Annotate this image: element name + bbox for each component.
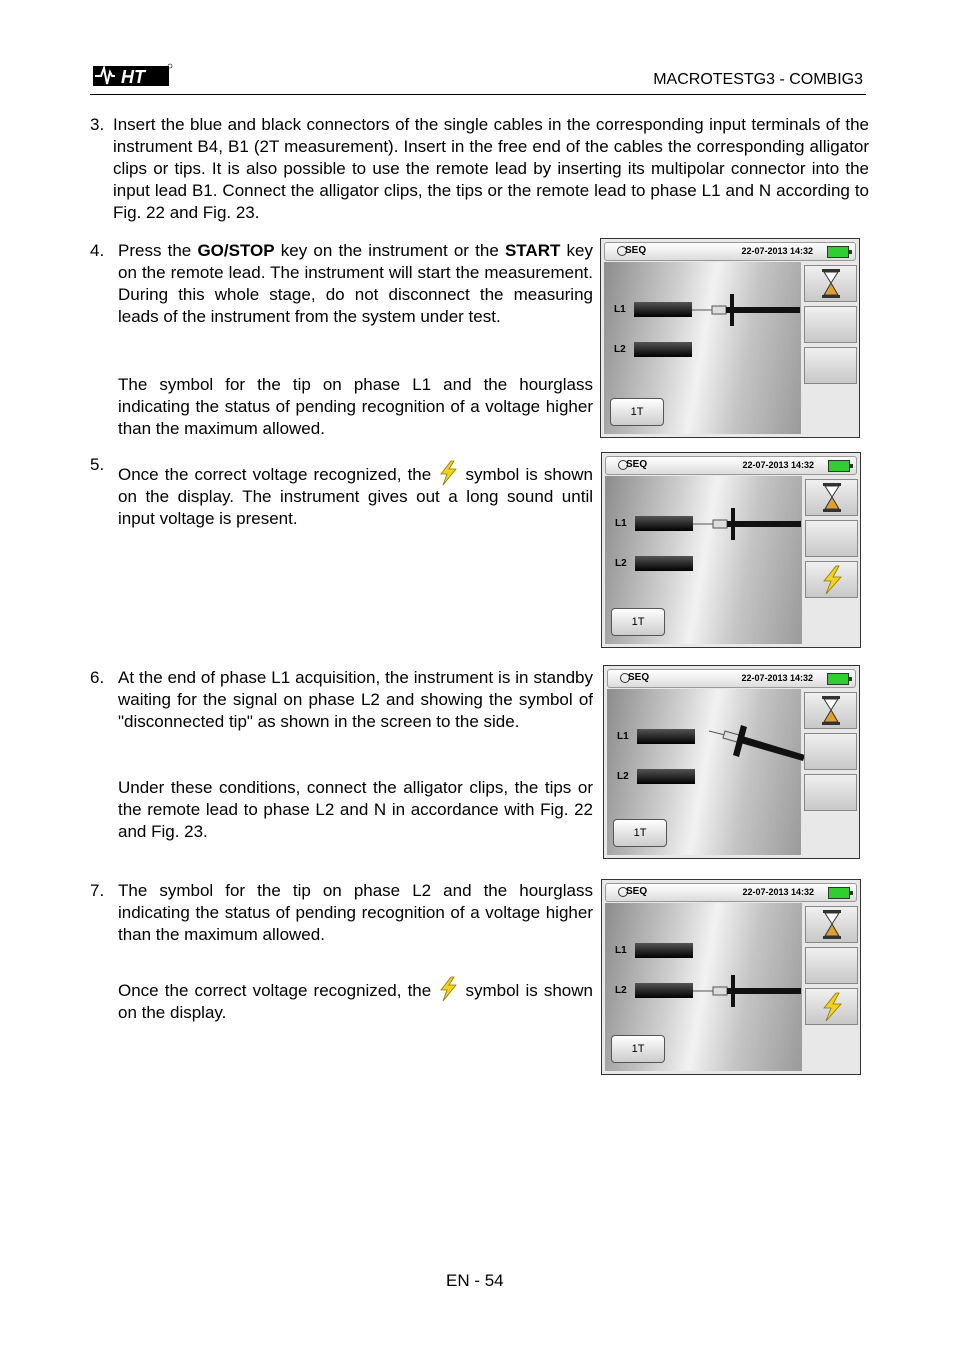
display-area <box>604 262 801 434</box>
page-number: EN - 54 <box>446 1271 504 1290</box>
battery-icon <box>827 246 849 258</box>
l1-lead-bar <box>637 729 695 744</box>
step-6-note: Under these conditions, connect the alligator clips, the tips or the remote lead to phase L2 and N in accordance with Fig. 22 and Fig. 23. <box>118 778 593 841</box>
lightning-icon <box>437 460 459 486</box>
side-button-lightning[interactable] <box>805 988 858 1025</box>
step-4-number: 4. <box>90 241 105 260</box>
side-button-lightning[interactable] <box>805 561 858 598</box>
step-5-text: Once the correct voltage recognized, the symbol is shown on the display. The instrument gives out a long sound until input voltage is present. <box>118 460 593 530</box>
l2-lead-bar <box>635 983 693 998</box>
hourglass-icon <box>806 907 857 942</box>
l2-lead-bar <box>637 769 695 784</box>
hourglass-icon <box>805 693 856 728</box>
datetime: 22-07-2013 14:32 <box>742 460 814 470</box>
label-l1: L1 <box>615 518 627 529</box>
lightning-icon <box>806 562 857 597</box>
step-5-number: 5. <box>90 455 105 474</box>
disconnected-tip-icon <box>707 711 807 771</box>
side-button-3[interactable] <box>804 774 857 811</box>
start-key: START <box>504 241 561 260</box>
step-7-text: The symbol for the tip on phase L2 and the hourglass indicating the status of pending recognition of a voltage higher than the maximum allowed. <box>118 881 593 944</box>
1t-button[interactable]: 1T <box>610 398 664 426</box>
side-button-hourglass[interactable] <box>805 479 858 516</box>
document-title: MACROTESTG3 - COMBIG3 <box>653 71 863 88</box>
l2-lead-bar <box>635 556 693 571</box>
status-bar <box>605 456 857 475</box>
battery-icon <box>828 460 850 472</box>
step-3-number: 3. <box>90 115 105 134</box>
side-button-2[interactable] <box>804 306 857 343</box>
status-bar <box>607 669 856 688</box>
l1-lead-bar <box>635 943 693 958</box>
probe-tip-l1-icon <box>692 290 802 330</box>
ht-logo <box>93 62 173 88</box>
l2-lead-bar <box>634 342 692 357</box>
step-4-text: Press the GO/STOP key on the instrument or the START key on the remote lead. The instrument will start the measurement. During this whole stage, do not disconnect the measuring leads of the instrument from the system under test. <box>118 241 593 326</box>
display-area <box>605 903 802 1071</box>
side-button-2[interactable] <box>804 733 857 770</box>
side-button-hourglass[interactable] <box>805 906 858 943</box>
battery-icon <box>828 887 850 899</box>
step-4-note: The symbol for the tip on phase L1 and the hourglass indicating the status of pending recognition of a voltage higher than the maximum allowed. <box>118 375 593 438</box>
l1-lead-bar <box>635 516 693 531</box>
go-stop-key: GO/STOP <box>197 241 275 260</box>
instrument-screen-3 <box>603 665 860 859</box>
1t-button[interactable]: 1T <box>611 608 665 636</box>
brand-text: HT <box>121 67 145 87</box>
instrument-screen-1 <box>600 238 860 438</box>
1t-button[interactable]: 1T <box>613 819 667 847</box>
header-divider <box>90 94 866 95</box>
status-bar <box>604 242 856 261</box>
mode-label: SEQ <box>626 459 648 470</box>
datetime: 22-07-2013 14:32 <box>741 673 813 683</box>
label-l1: L1 <box>615 945 627 956</box>
probe-tip-l2-icon <box>693 971 803 1011</box>
step-7-number: 7. <box>90 881 105 900</box>
side-button-3[interactable] <box>804 347 857 384</box>
step-6-number: 6. <box>90 668 105 687</box>
datetime: 22-07-2013 14:32 <box>742 887 814 897</box>
label-l2: L2 <box>614 344 626 355</box>
label-l2: L2 <box>615 558 627 569</box>
instrument-screen-2 <box>601 452 861 648</box>
instrument-screen-4 <box>601 879 861 1075</box>
probe-tip-l1-icon <box>693 504 803 544</box>
display-area <box>605 476 802 644</box>
label-l2: L2 <box>617 771 629 782</box>
hourglass-icon <box>806 480 857 515</box>
label-l1: L1 <box>614 304 626 315</box>
side-button-2[interactable] <box>805 520 858 557</box>
1t-button[interactable]: 1T <box>611 1035 665 1063</box>
side-button-hourglass[interactable] <box>804 265 857 302</box>
mode-label: SEQ <box>626 886 648 897</box>
label-l2: L2 <box>615 985 627 996</box>
side-button-hourglass[interactable] <box>804 692 857 729</box>
step-6-text: At the end of phase L1 acquisition, the instrument is in standby waiting for the signal on phase L2 and showing the symbol of "disconnected tip" as shown in the screen to the side. <box>118 668 593 731</box>
hourglass-icon <box>805 266 856 301</box>
datetime: 22-07-2013 14:32 <box>741 246 813 256</box>
lightning-icon <box>806 989 857 1024</box>
label-l1: L1 <box>617 731 629 742</box>
step-7-note: Once the correct voltage recognized, the symbol is shown on the display. <box>118 976 593 1024</box>
lightning-icon <box>437 976 459 1002</box>
side-button-2[interactable] <box>805 947 858 984</box>
mode-label: SEQ <box>625 245 647 256</box>
status-bar <box>605 883 857 902</box>
l1-lead-bar <box>634 302 692 317</box>
mode-label: SEQ <box>628 672 650 683</box>
battery-icon <box>827 673 849 685</box>
display-area <box>607 689 801 855</box>
step-3-text: Insert the blue and black connectors of the single cables in the corresponding input terminals of the instrument B4, B1 (2T measurement). Insert in the free end of the cables the corresponding alligator clips or tips. It is also possible to use the remote lead by inserting its multipolar connector into the input lead B1. Connect the alligator clips, the tips or the remote lead to phase L1 and N according to Fig. 22 and Fig. 23. <box>113 115 869 222</box>
